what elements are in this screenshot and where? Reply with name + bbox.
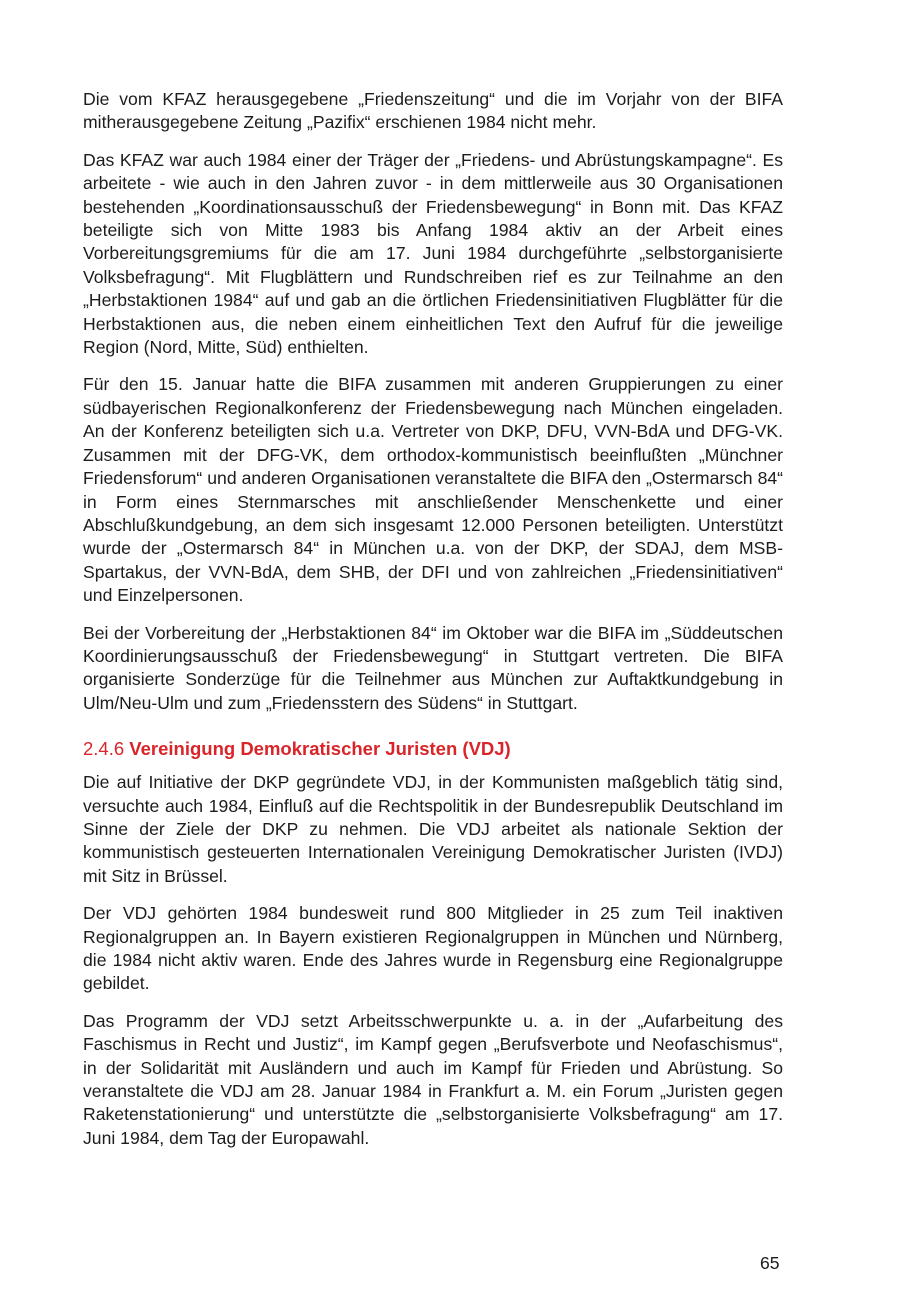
section-heading-vdj <box>83 737 783 761</box>
paragraph-herbstaktionen: Bei der Vorbereitung der „Herbstaktionen 84“ im Oktober war die BIFA im „Süddeutschen Koordinierungsausschuß der Friedensbewegung“ in Stuttgart vertreten. Die BIFA organisierte Sonderzüge für die Teilnehmer aus München zur Auftaktkundgebung in Ulm/Neu-Ulm und zum „Friedensstern des Südens“ in Stuttgart. <box>83 622 783 713</box>
paragraph-kfaz-kampagne: Das KFAZ war auch 1984 einer der Träger der „Friedens- und Abrüstungskampagne“. Es arbeitete - wie auch in den Jahren zuvor - in dem mittlerweile aus 30 Organisationen bestehenden „Koordinationsausschuß der Friedensbewegung“ in Bonn mit. Das KFAZ beteiligte sich von Mitte 1983 bis Anfang 1984 aktiv an der Arbeit eines Vorbereitungsgremiums für die am 17. Juni 1984 durchgeführte „selbstorganisierte Volksbefragung“. Mit Flugblättern und Rundschreiben rief es zur Teilnahme an den „Herbstaktionen 1984“ auf und gab an die örtlichen Friedensinitiativen Flugblätter für die Herbstaktionen aus, die neben einem einheitlichen Text den Aufruf für die jeweilige Region (Nord, Mitte, Süd) enthielten. <box>83 149 783 358</box>
section-number: 2.4.6 <box>83 738 125 760</box>
section-title: Vereinigung Demokratischer Juristen (VDJ) <box>129 738 511 760</box>
page-number: 65 <box>760 1253 780 1273</box>
paragraph-friedenszeitung: Die vom KFAZ herausgegebene „Friedenszeitung“ und die im Vorjahr von der BIFA mitherausgegebene Zeitung „Pazifix“ erschienen 1984 nicht mehr. <box>83 89 783 133</box>
paragraph-bifa-regionalkonferenz: Für den 15. Januar hatte die BIFA zusammen mit anderen Gruppierungen zu einer südbayerischen Regionalkonferenz der Friedensbewegung nach München eingeladen. An der Konferenz beteiligten sich u.a. Vertreter von DKP, DFU, VVN-BdA und DFG-VK. Zusammen mit der DFG-VK, dem orthodox-kommunistisch beeinflußten „Münchner Friedensforum“ und anderen Organisationen veranstaltete die BIFA den „Ostermarsch 84“ in Form eines Sternmarsches mit anschließender Menschenkette und einer Abschlußkundgebung, an dem sich insgesamt 12.000 Personen beteiligten. Unterstützt wurde der „Ostermarsch 84“ in München u.a. von der DKP, der SDAJ, dem MSB-Spartakus, der VVN-BdA, dem SHB, der DFI und von zahlreichen „Friedensinitiativen“ und Einzelpersonen. <box>83 374 783 606</box>
paragraph-vdj-mitglieder: Der VDJ gehörten 1984 bundesweit rund 800 Mitglieder in 25 zum Teil inaktiven Regionalgruppen an. In Bayern existieren Regionalgruppen in München und Nürnberg, die 1984 nicht aktiv waren. Ende des Jahres wurde in Regensburg eine Regionalgruppe gebildet. <box>83 903 783 994</box>
document-page <box>83 88 783 1164</box>
paragraph-vdj-initiative: Die auf Initiative der DKP gegründete VDJ, in der Kommunisten maßgeblich tätig sind, versuchte auch 1984, Einfluß auf die Rechtspolitik in der Bundesrepublik Deutschland im Sinne der Ziele der DKP zu nehmen. Die VDJ arbeitet als nationale Sektion der kommunistisch gesteuerten Internationalen Vereinigung Demokratischer Juristen (IVDJ) mit Sitz in Brüssel. <box>83 772 783 886</box>
paragraph-vdj-programm: Das Programm der VDJ setzt Arbeitsschwerpunkte u. a. in der „Aufarbeitung des Faschismus in Recht und Justiz“, im Kampf gegen „Berufsverbote und Neofaschismus“, in der Solidarität mit Ausländern und auch im Kampf für Frieden und Abrüstung. So veranstaltete die VDJ am 28. Januar 1984 in Frankfurt a. M. ein Forum „Juristen gegen Raketenstationierung“ und unterstützte die „selbstorganisierte Volksbefragung“ am 17. Juni 1984, dem Tag der Europawahl. <box>83 1010 783 1148</box>
